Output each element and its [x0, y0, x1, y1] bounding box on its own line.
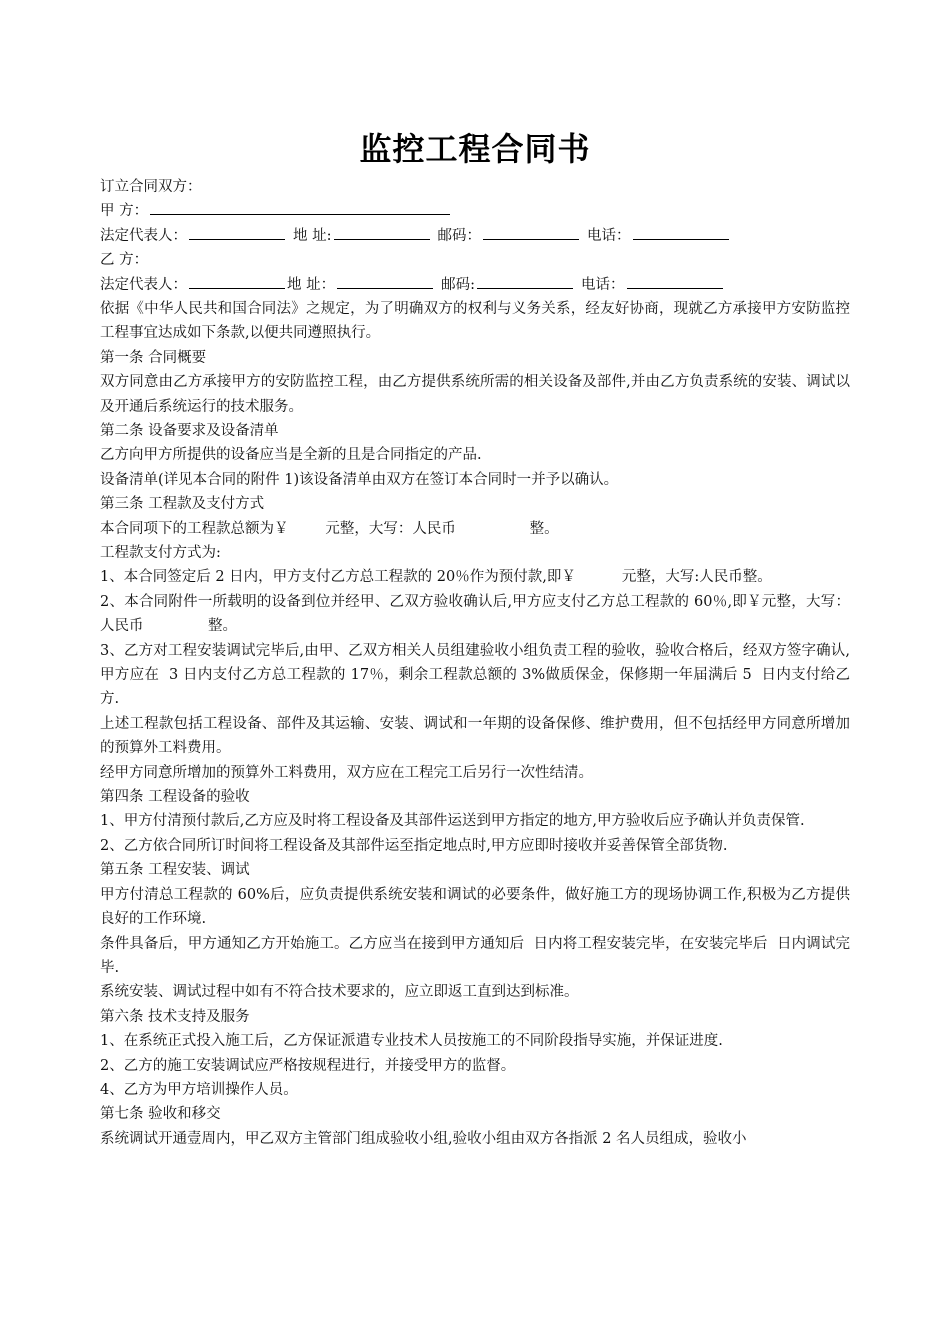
party-b-line	[100, 248, 850, 272]
rep-label: 法定代表人：	[100, 227, 187, 244]
paragraph: 2、乙方的施工安装调试应严格按规程进行，并接受甲方的监督。	[100, 1057, 516, 1074]
section-heading: 第六条 技术支持及服务	[100, 1008, 250, 1025]
paragraph: 上述工程款包括工程设备、部件及其运输、安装、调试和一年期的设备保修、维护费用，但不包括经甲方同意所增加的预算外工料费用。	[100, 715, 850, 757]
paragraph: 乙方向甲方所提供的设备应当是全新的且是合同指定的产品.	[100, 447, 482, 464]
rep-blank	[189, 274, 285, 289]
section-heading: 第七条 验收和移交	[100, 1106, 221, 1123]
address-label: 地 址:	[293, 227, 332, 244]
section-heading: 第三条 工程款及支付方式	[100, 496, 265, 513]
paragraph: 3、乙方对工程安装调试完毕后,由甲、乙双方相关人员组建验收小组负责工程的验收，验收合格后，经双方签字确认,甲方应在 3 日内支付乙方总工程款的 17％，剩余工程款总额的 3%做质保金，保修期一年届满后 5 日内支付给乙方.	[100, 642, 850, 708]
section-heading: 第二条 设备要求及设备清单	[100, 422, 279, 439]
document-title: 监控工程合同书	[359, 130, 591, 168]
paragraph: 双方同意由乙方承接甲方的安防监控工程，由乙方提供系统所需的相关设备及部件,并由乙方负责系统的安装、调试以及开通后系统运行的技术服务。	[100, 374, 850, 415]
address-blank	[337, 274, 433, 289]
paragraph: 2、本合同附件一所载明的设备到位并经甲、乙双方验收确认后,甲方应支付乙方总工程款的 60％,即￥元整，大写：人民币 整。	[100, 593, 850, 635]
address-blank	[334, 225, 430, 240]
party-a-rep-line	[100, 224, 850, 248]
paragraph: 1、在系统正式投入施工后，乙方保证派遣专业技术人员按施工的不同阶段指导实施，并保证进度.	[100, 1033, 723, 1050]
section-heading: 第一条 合同概要	[100, 349, 207, 366]
paragraph: 依据《中华人民共和国合同法》之规定，为了明确双方的权利与义务关系，经友好协商，现就乙方承接甲方安防监控工程事宜达成如下条款,以便共同遵照执行。	[100, 300, 850, 342]
zip-blank	[483, 225, 579, 240]
address-label: 地 址：	[287, 276, 336, 293]
tel-label: 电话：	[587, 227, 631, 244]
paragraph: 4、乙方为甲方培训操作人员。	[100, 1081, 298, 1098]
paragraph: 1、本合同签定后 2 日内，甲方支付乙方总工程款的 20％作为预付款,即￥ 元整，大写:人民币整。	[100, 569, 772, 586]
parties-header: 订立合同双方：	[100, 179, 202, 195]
section-heading: 第四条 工程设备的验收	[100, 789, 250, 806]
paragraph: 系统安装、调试过程中如有不符合技术要求的，应立即返工直到达到标准。	[100, 984, 579, 1001]
paragraph: 1、甲方付清预付款后,乙方应及时将工程设备及其部件运送到甲方指定的地方,甲方验收后应予确认并负责保管.	[100, 813, 805, 830]
rep-label: 法定代表人：	[100, 276, 187, 293]
paragraph: 条件具备后，甲方通知乙方开始施工。乙方应当在接到甲方通知后 日内将工程安装完毕，在安装完毕后 日内调试完毕.	[100, 935, 850, 976]
party-b-label: 乙 方：	[100, 252, 149, 269]
party-a-blank	[150, 200, 450, 215]
tel-blank	[633, 225, 729, 240]
tel-label: 电话：	[581, 276, 625, 293]
paragraph: 本合同项下的工程款总额为￥ 元整，大写：人民币 整。	[100, 520, 559, 537]
zip-label: 邮码:	[441, 276, 475, 293]
party-a-line	[100, 199, 850, 223]
zip-label: 邮码：	[437, 227, 481, 244]
paragraph: 甲方付清总工程款的 60%后，应负责提供系统安装和调试的必要条件，做好施工方的现场协调工作,积极为乙方提供良好的工作环境.	[100, 886, 850, 928]
tel-blank	[627, 274, 723, 289]
party-a-label: 甲 方：	[100, 203, 149, 220]
paragraph: 工程款支付方式为:	[100, 545, 221, 562]
paragraph: 2、乙方依合同所订时间将工程设备及其部件运至指定地点时,甲方应即时接收并妥善保管全部货物.	[100, 837, 728, 854]
rep-blank	[189, 225, 285, 240]
zip-blank	[477, 274, 573, 289]
party-b-rep-line	[100, 273, 850, 297]
paragraph: 设备清单(详见本合同的附件 1)该设备清单由双方在签订本合同时一并予以确认。	[100, 471, 619, 488]
document-body	[100, 175, 850, 1151]
paragraph: 经甲方同意所增加的预算外工料费用，双方应在工程完工后另行一次性结清。	[100, 764, 593, 781]
paragraph: 系统调试开通壹周内，甲乙双方主管部门组成验收小组,验收小组由双方各指派 2 名人员组成，验收小	[100, 1130, 747, 1147]
section-heading: 第五条 工程安装、调试	[100, 862, 250, 879]
